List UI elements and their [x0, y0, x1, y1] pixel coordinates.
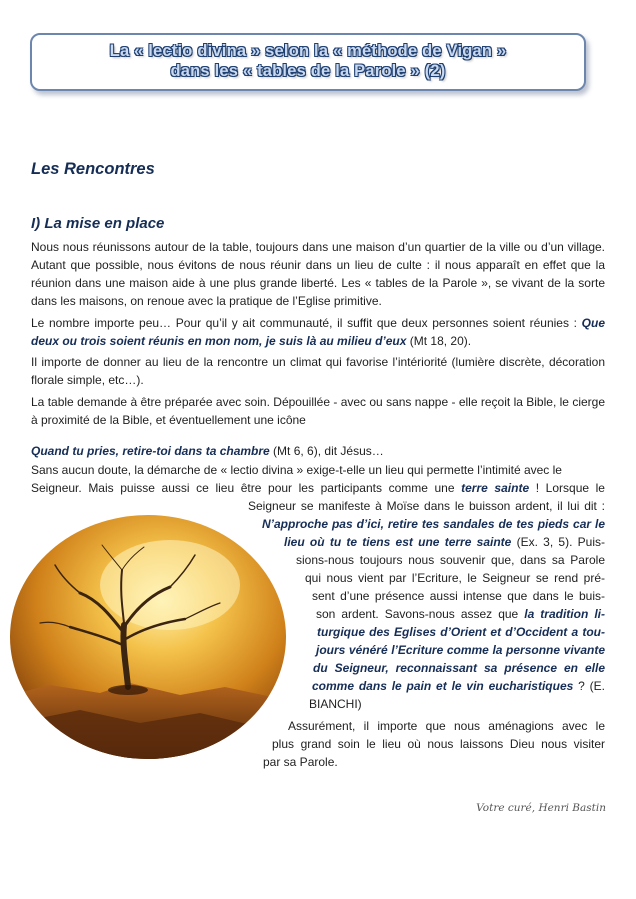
paragraph-6-line-7: qui nous vient par l’Ecriture, le Seigneur se rend pré-: [305, 571, 605, 585]
paragraph-6-line-9-quote: la tradition li-: [524, 607, 605, 621]
paragraph-6-line-9: [316, 605, 605, 623]
burning-bush-icon: [10, 515, 286, 759]
paragraph-6-line-8: sent d’une présence aussi intense que dans le buis-: [312, 589, 605, 603]
paragraph-6-line-10: turgique des Eglises d’Orient et d’Occident a tou-: [317, 625, 605, 639]
paragraph-6-line-5-ref: (Ex. 3, 5). Puis-: [511, 535, 605, 549]
paragraph-3: Il importe de donner au lieu de la rencontre un climat qui favorise l’intériorité (lumière discrète, décoration florale simple, etc…).: [31, 355, 605, 387]
burning-bush-image: [10, 515, 286, 759]
paragraph-6-line-2-end: ! Lorsque le: [529, 481, 605, 495]
paragraph-7-line-2: plus grand soin le lieu où nous laissons Dieu nous visiter: [272, 737, 605, 751]
paragraph-6-line-13-ref: ? (E.: [573, 679, 605, 693]
paragraph-7-line-3: par sa Parole.: [263, 755, 338, 769]
paragraph-6-line-4: N’approche pas d’ici, retire tes sandales de tes pieds car le: [262, 517, 605, 531]
section-heading: I) La mise en place: [31, 215, 165, 232]
paragraph-6-line-2: [31, 479, 605, 497]
terre-sainte-quote: terre sainte: [461, 481, 530, 495]
paragraph-6-line-6: sions-nous toujours nous souvenir que, dans sa Parole: [296, 553, 605, 567]
paragraph-6-line-5: [284, 533, 605, 551]
paragraph-7-line-1: Assurément, il importe que nous aménagions avec le: [288, 719, 605, 733]
paragraph-5-quote: Quand tu pries, retire-toi dans ta chambre: [31, 444, 270, 458]
paragraph-2-quote: Que deux ou trois soient réunis en mon nom, je suis là au milieu d’eux: [31, 316, 605, 348]
title-line-2: dans les « tables de la Parole » (2): [170, 62, 446, 80]
paragraph-4: La table demande à être préparée avec soin. Dépouillée - avec ou sans nappe - elle reçoit la Bible, le cierge à proximité de la Bible, et éventuellement une icône: [31, 395, 605, 427]
title-line-1: La « lectio divina » selon la « méthode de Vigan »: [109, 42, 507, 60]
paragraph-1: Nous nous réunissons autour de la table, toujours dans une maison d’un quartier de la ville ou d’un village. Autant que possible, nous évitons de nous réunir dans un lieu de culte : il nous apparaît en effet que la réunion dans une maison aide à une plus grande liberté. Les « tables de la Parole », se vivant de la sorte dans les maisons, on renoue avec la pratique de l’Eglise primitive.: [31, 240, 605, 308]
paragraph-6-line-3: Seigneur se manifeste à Moïse dans le buisson ardent, il lui dit :: [248, 499, 605, 513]
paragraph-5: [31, 442, 605, 460]
paragraph-6-line-9-text: son ardent. Savons-nous assez que: [316, 607, 519, 621]
main-heading: Les Rencontres: [31, 160, 155, 178]
paragraph-6-line-11: jours vénéré l’Ecriture comme la personne vivante: [316, 643, 605, 657]
paragraph-6-line-1: Sans aucun doute, la démarche de « lectio divina » exige-t-elle un lieu qui permette l’intimité avec le: [31, 463, 562, 477]
paragraph-6-line-5-quote: lieu où tu te tiens est une terre sainte: [284, 535, 512, 549]
title-box: [30, 33, 586, 91]
signature: Votre curé, Henri Bastin: [476, 802, 606, 814]
paragraph-2-ref: (Mt 18, 20).: [406, 334, 472, 348]
paragraph-2-intro: Le nombre importe peu… Pour qu’il y ait communauté, il suffit que deux personnes soient réunies :: [31, 316, 577, 330]
paragraph-6-line-2-text: Seigneur. Mais puisse aussi ce lieu être pour les participants comme une: [31, 481, 455, 495]
paragraph-6-line-12: du Seigneur, reconnaissant sa présence en elle: [313, 661, 605, 675]
paragraph-6-line-14: BIANCHI): [309, 697, 362, 711]
paragraph-5-ref: (Mt 6, 6), dit Jésus…: [269, 444, 384, 458]
paragraph-2: [31, 314, 605, 350]
paragraph-6-line-13: [312, 677, 605, 695]
paragraph-6-line-13-quote: comme dans le pain et le vin eucharistiques: [312, 679, 574, 693]
